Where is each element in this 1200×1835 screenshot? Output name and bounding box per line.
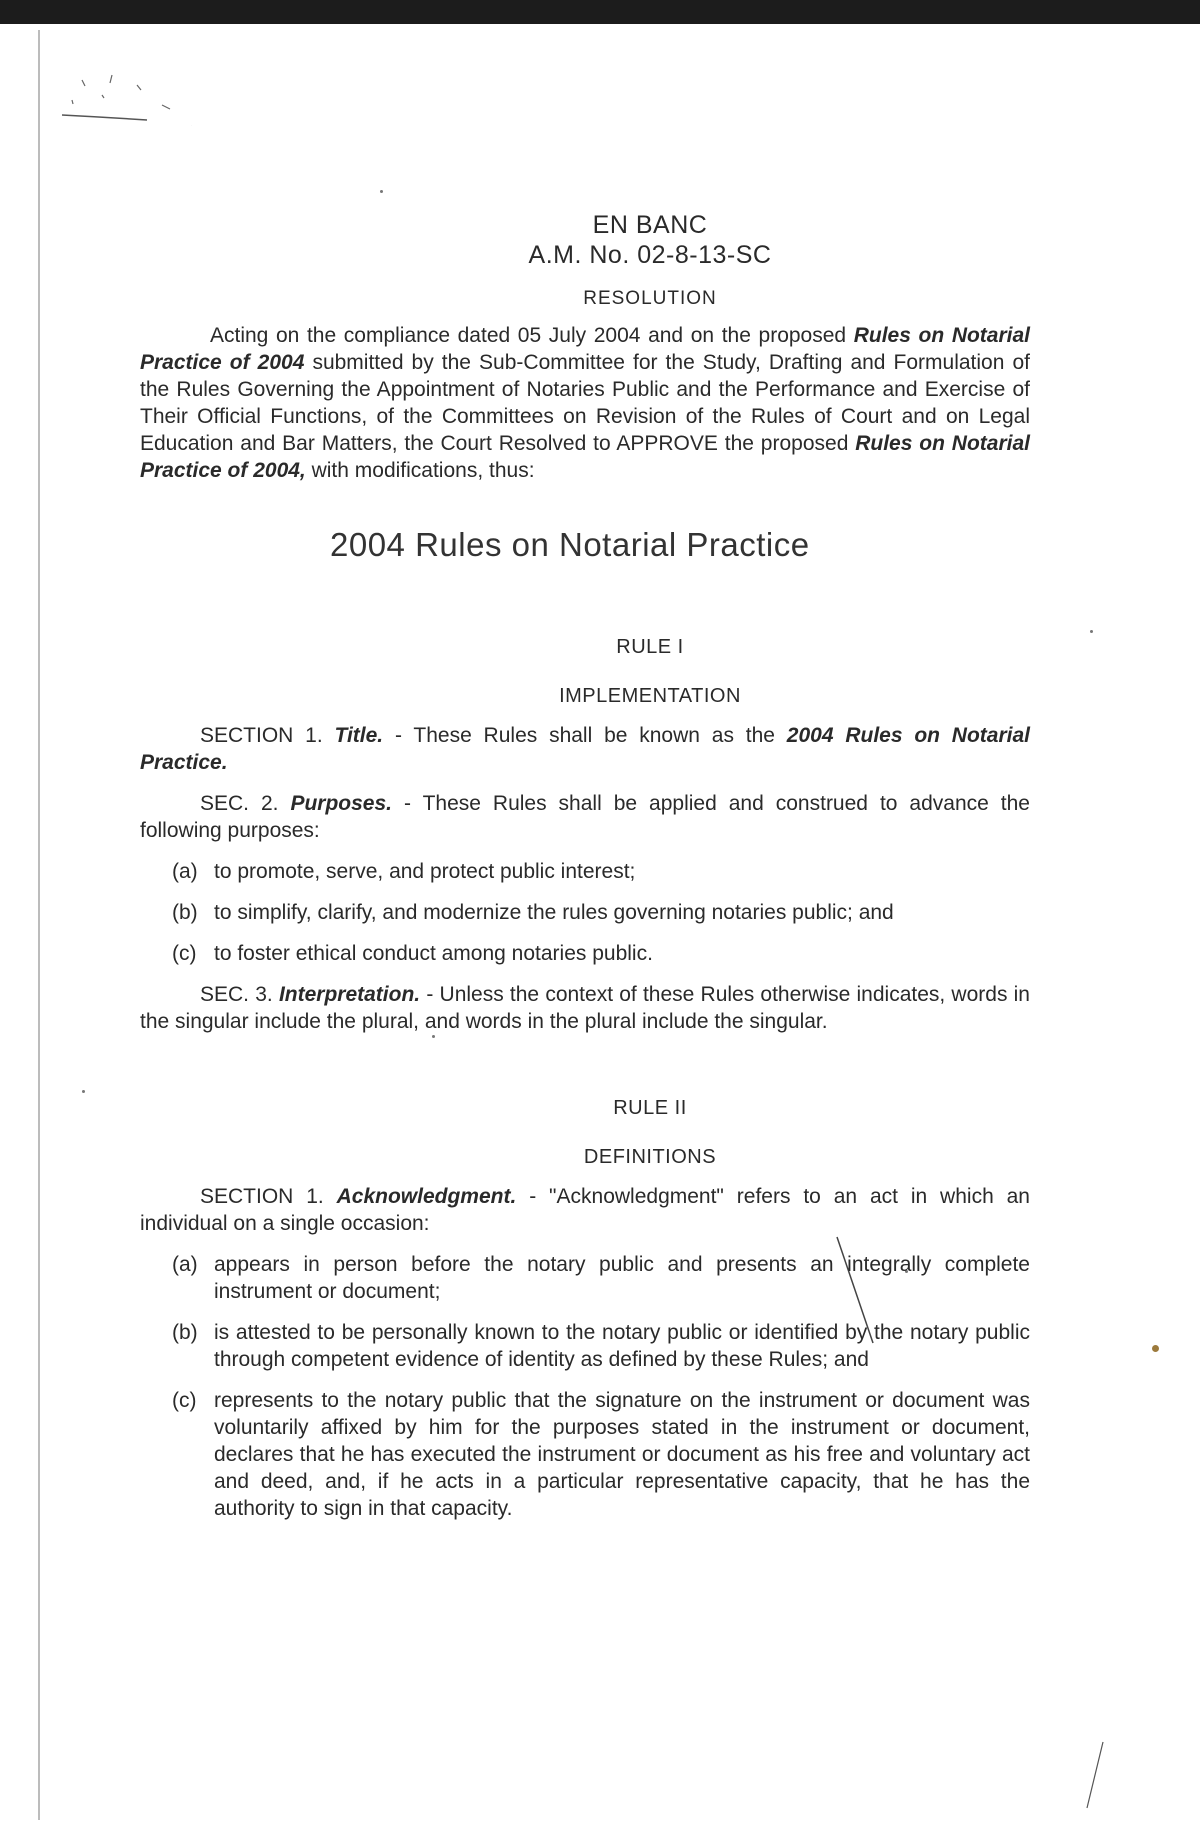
intro-paragraph: Acting on the compliance dated 05 July 2004 and on the proposed Rules on Notarial Practice of 2004 submitted by the Sub-Committee for the Study, Drafting and Formulation of the Rules Governing the Appointment of Notaries Public and the Performance and Exercise of Their Official Functions, of the Committees on Revision of the Rules of Court and on Legal Education and Bar Matters, the Court Resolved to APPROVE the proposed Rules on Notarial Practice of 2004, with modifications, thus: [140,324,1031,482]
rule-2-section-1: SECTION 1. Acknowledgment. - "Acknowledgment" refers to an act in which an individual on a single occasion: [140,1185,1030,1235]
document-body [140,210,1030,1536]
document-title: 2004 Rules on Notarial Practice [330,526,810,563]
rule-1-section-2: SEC. 2. Purposes. - These Rules shall be applied and construed to advance the following purposes: [140,792,1030,842]
resolution-heading: RESOLUTION [583,288,717,309]
handwritten-scribble [42,55,192,145]
list-item: (b) to simplify, clarify, and modernize the rules governing notaries public; and [172,901,894,924]
list-item: (c) to foster ethical conduct among notaries public. [172,942,653,965]
list-item: (a) to promote, serve, and protect public interest; [172,860,636,883]
rule-1-section-1: SECTION 1. Title. - These Rules shall be known as the 2004 Rules on Notarial Practice. [140,724,1030,774]
case-number: A.M. No. 02-8-13-SC [528,241,772,269]
scan-top-border [0,0,1200,24]
pen-stroke-mark [1085,1740,1105,1810]
ink-blot [1152,1345,1159,1352]
list-item: (a) appears in person before the notary public and presents an integrally complete instrument or document; [172,1253,1030,1303]
scan-speck [380,190,383,193]
rule-2-label: RULE II [613,1097,687,1119]
scan-left-edge [38,30,40,1820]
rule-2-name: DEFINITIONS [583,1146,717,1168]
scan-speck [1090,630,1093,633]
rule-1-label: RULE I [616,636,684,658]
list-item: (c) represents to the notary public that the signature on the instrument or document was voluntarily affixed by him for the purposes stated in the instrument or document, declares that he has executed the instrument or document as his free and voluntary act and deed, and, if he acts in a particular representative capacity, that he has the authority to sign in that capacity. [172,1389,1030,1520]
rule-1-section-3: SEC. 3. Interpretation. - Unless the context of these Rules otherwise indicates, words in the singular include the plural, and words in the plural include the singular. [140,983,1030,1033]
scan-speck [82,1090,85,1093]
court-heading: EN BANC [592,211,708,239]
rule-1-name: IMPLEMENTATION [559,685,741,707]
list-item: (b) is attested to be personally known to the notary public or identified by the notary public through competent evidence of identity as defined by these Rules; and [172,1321,1030,1371]
